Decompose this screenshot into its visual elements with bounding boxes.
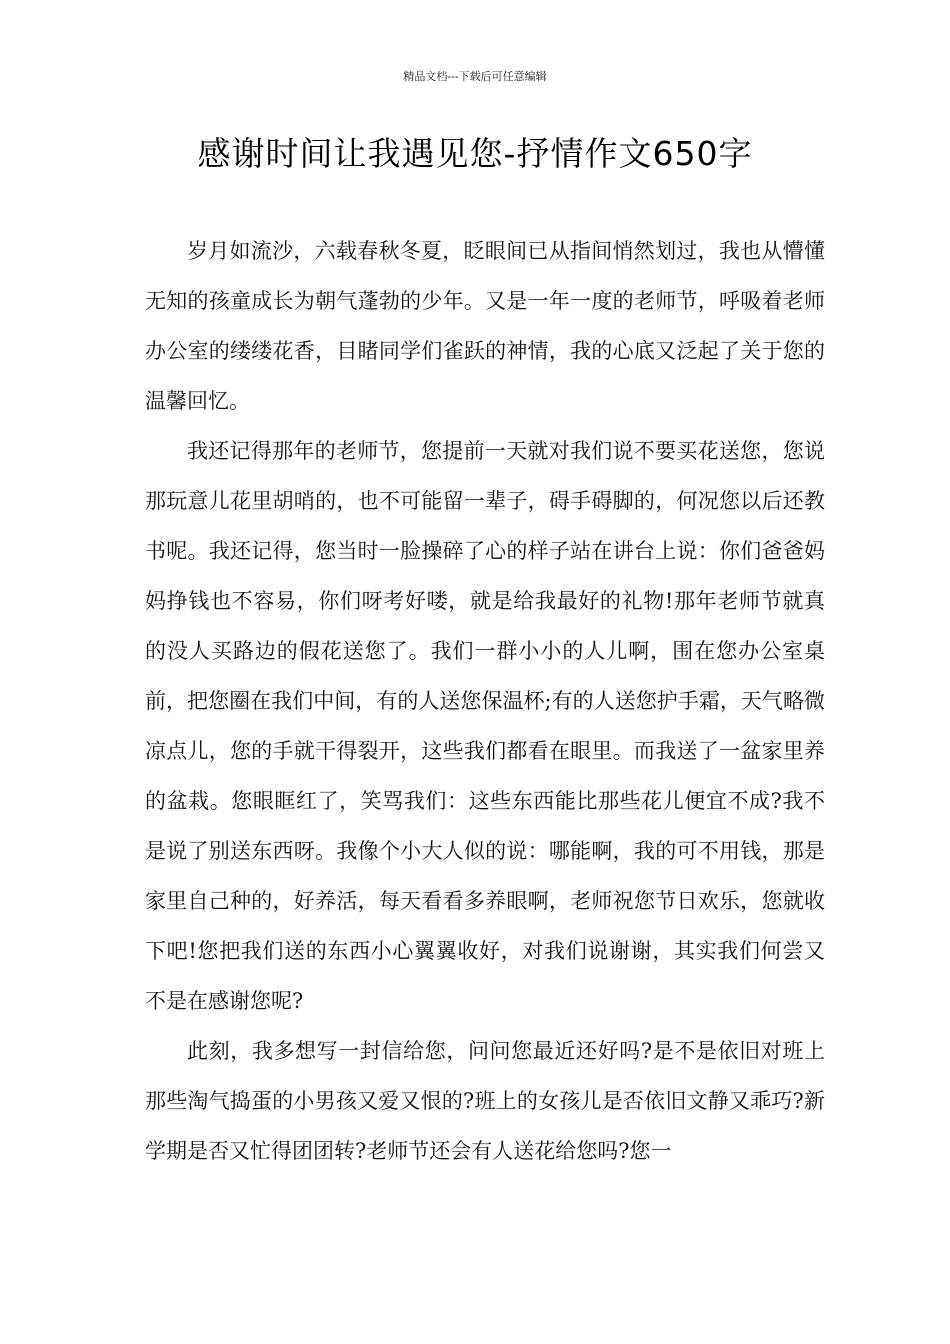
paragraph: 此刻，我多想写一封信给您，问问您最近还好吗?是不是依旧对班上那些淘气捣蛋的小男孩又爱又恨的?班上的女孩儿是否依旧文静又乖巧?新学期是否又忙得团团转?老师节还会有人送花给您吗?您一 (145, 1039, 825, 1163)
paragraph: 我还记得那年的老师节，您提前一天就对我们说不要买花送您，您说那玩意儿花里胡哨的，也不可能留一辈子，碍手碍脚的，何况您以后还教书呢。我还记得，您当时一脸操碎了心的样子站在讲台上说：你们爸爸妈妈挣钱也不容易，你们呀考好喽，就是给我最好的礼物!那年老师节就真的没人买路边的假花送您了。我们一群小小的人儿啊，围在您办公室桌前，把您圈在我们中间，有的人送您保温杯;有的人送您护手霜，天气略微凉点儿，您的手就干得裂开，这些我们都看在眼里。而我送了一盆家里养的盆栽。您眼眶红了，笑骂我们：这些东西能比那些花儿便宜不成?我不是说了别送东西呀。我像个小大人似的说：哪能啊，我的可不用钱，那是家里自己种的，好养活，每天看看多养眼啊，老师祝您节日欢乐，您就收下吧!您把我们送的东西小心翼翼收好，对我们说谢谢，其实我们何尝又不是在感谢您呢? (145, 439, 825, 1013)
article-body (145, 226, 825, 1176)
header-note: 精品文档---下载后可任意编辑 (403, 70, 547, 83)
paragraph: 岁月如流沙，六载春秋冬夏，眨眼间已从指间悄然划过，我也从懵懂无知的孩童成长为朝气蓬勃的少年。又是一年一度的老师节，呼吸着老师办公室的缕缕花香，目睹同学们雀跃的神情，我的心底又泛起了关于您的温馨回忆。 (145, 239, 825, 413)
page-title: 感谢时间让我遇见您-抒情作文650字 (197, 134, 753, 173)
